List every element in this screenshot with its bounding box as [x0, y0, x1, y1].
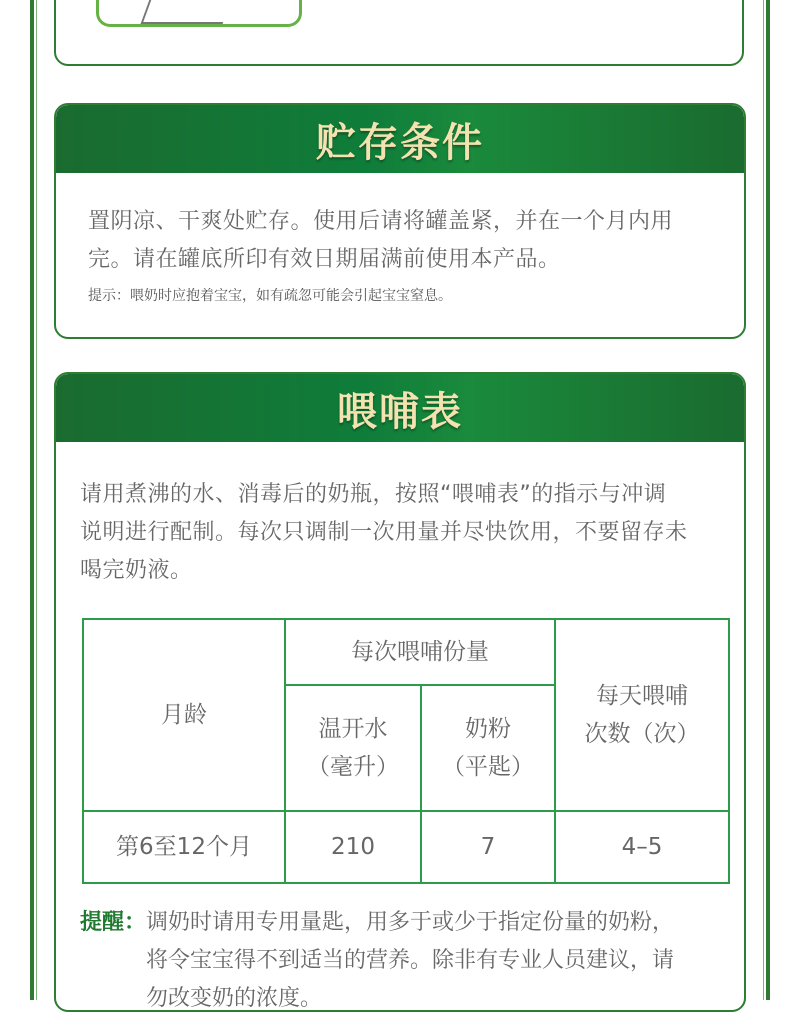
header-times — [555, 619, 729, 811]
feeding-banner — [56, 374, 744, 442]
header-water-line-2: （毫升） — [307, 754, 399, 780]
cell-water: 210 — [285, 811, 421, 883]
reminder-line-3: 勿改变奶的浓度。 — [146, 986, 323, 1011]
storage-tip: 提示：喂奶时应抱着宝宝，如有疏忽可能会引起宝宝窒息。 — [88, 288, 452, 304]
header-powder-line-2: （平匙） — [442, 754, 534, 780]
feeding-intro-line-1: 请用煮沸的水、消毒后的奶瓶，按照“喂哺表”的指示与冲调 — [80, 482, 667, 507]
storage-banner — [56, 105, 744, 173]
header-powder — [421, 685, 555, 811]
feeding-intro-line-3: 喝完奶液。 — [80, 558, 193, 583]
table-row — [83, 811, 729, 883]
feeding-intro-line-2: 说明进行配制。每次只调制一次用量并尽快饮用，不要留存未 — [80, 520, 688, 545]
cell-age: 第6至12个月 — [83, 811, 285, 883]
reminder — [80, 904, 724, 1012]
hand-illustration — [141, 0, 234, 24]
reminder-line-2: 将令宝宝得不到适当的营养。除非有专业人员建议，请 — [146, 948, 675, 973]
header-water — [285, 685, 421, 811]
header-age: 月龄 — [83, 619, 285, 811]
reminder-line-1: 调奶时请用专用量匙，用多于或少于指定份量的奶粉， — [146, 910, 675, 935]
storage-text-line-1: 置阴凉、干爽处贮存。使用后请将罐盖紧，并在一个月内用 — [88, 209, 674, 234]
previous-section-card — [54, 0, 744, 66]
header-water-line-1: 温开水 — [318, 716, 388, 742]
storage-section — [54, 103, 746, 339]
header-portion: 每次喂哺份量 — [285, 619, 555, 685]
feeding-table — [82, 618, 730, 884]
cell-times: 4–5 — [555, 811, 729, 883]
reminder-label: 提醒： — [80, 910, 147, 935]
header-powder-line-1: 奶粉 — [465, 716, 511, 742]
right-frame-border — [766, 0, 770, 1000]
left-frame-border — [30, 0, 34, 1000]
storage-text-line-2: 完。请在罐底所印有效日期届满前使用本产品。 — [88, 247, 561, 272]
feeding-section — [54, 372, 746, 1012]
reminder-text — [146, 904, 674, 1012]
feeding-title: 喂哺表 — [337, 388, 463, 435]
cell-powder: 7 — [421, 811, 555, 883]
storage-title: 贮存条件 — [316, 119, 484, 166]
header-times-line-1: 每天喂哺 — [596, 683, 688, 709]
header-times-line-2: 次数（次） — [584, 721, 700, 747]
